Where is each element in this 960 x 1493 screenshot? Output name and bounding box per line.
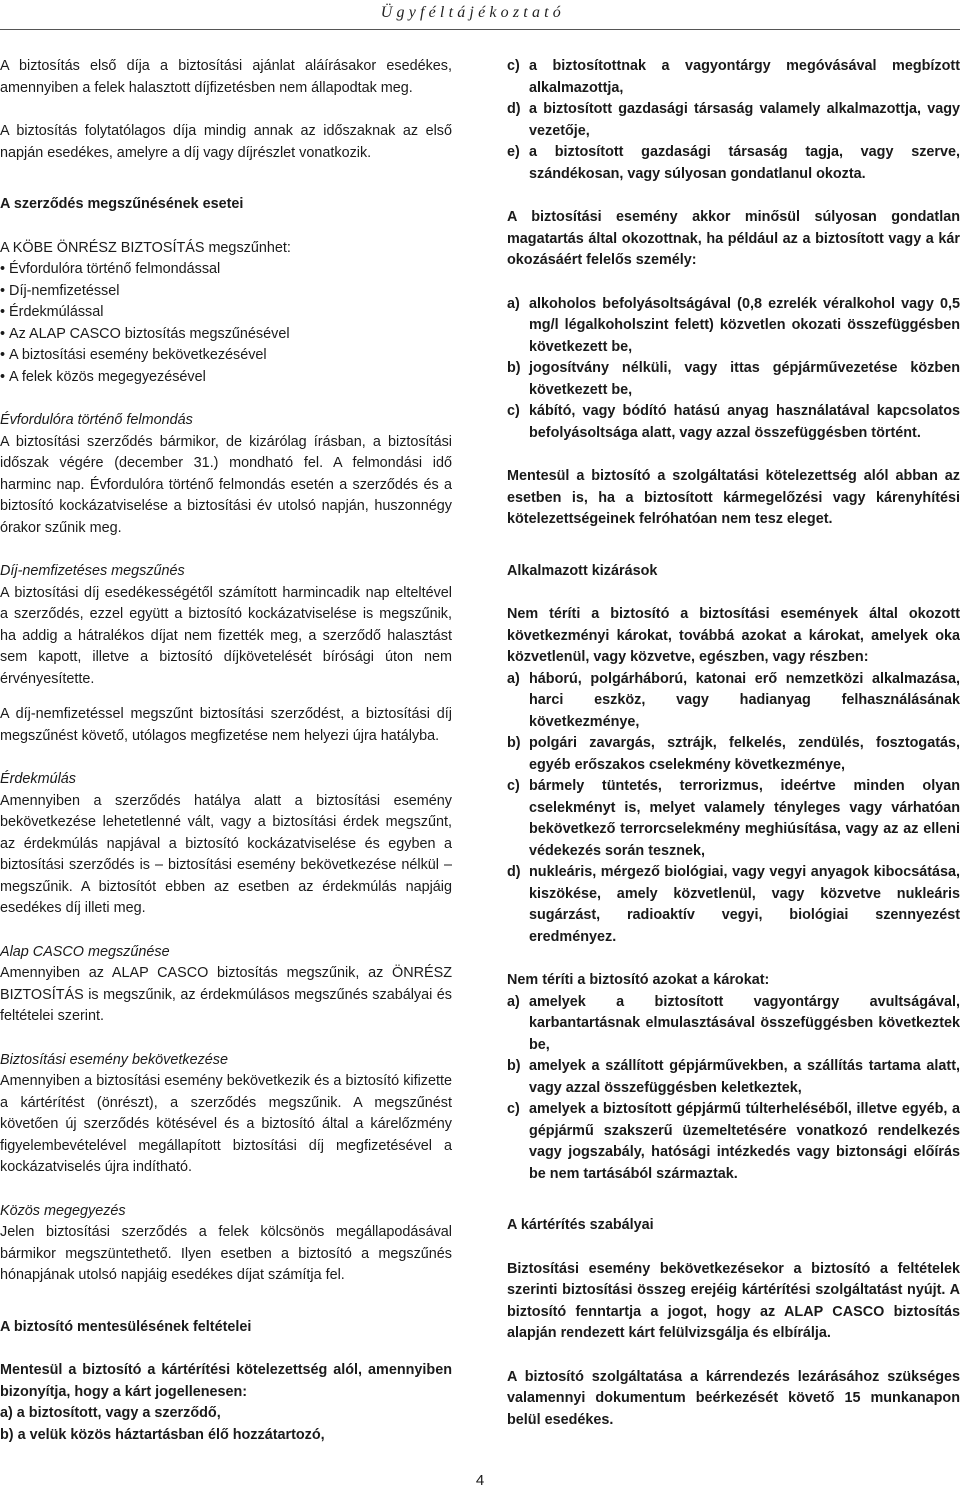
nonpayment-termination-text: A biztosítási díj esedékességétől számított harmincadik nap elteltével a szerződés, ezzel együtt a biztosító kockázatviselése is megszűnik, ha addig a hátralékos díjat nem fizették meg, a szerződő halasztást sem kapott, illetve a biztosító díjkövetelését bírósági úton nem érvényesítette. bbox=[0, 584, 452, 687]
list-item: c) amelyek a biztosított gépjármű túlterheléséből, illetve egyéb, a gépjármű szakszerű üzemeltetésére vonatkozó rendelkezés vagy jogszabály, hatósági intézkedés vagy biztonsági előírás be nem tartásából származtak. bbox=[507, 1101, 960, 1182]
list-item: d) a biztosított gazdasági társaság valamely alkalmazottja, vagy vezetője, bbox=[507, 101, 960, 139]
casco-termination-text: Amennyiben az ALAP CASCO biztosítás megszűnik, az ÖNRÉSZ BIZTOSÍTÁS is megszűnik, az érdekmúlásos megszűnés szabályai és feltételei szerint. bbox=[0, 965, 452, 1024]
loss-of-interest-title: Érdekmúlás bbox=[0, 771, 76, 787]
termination-list bbox=[0, 259, 452, 388]
header-divider bbox=[0, 29, 960, 30]
right-column bbox=[507, 56, 960, 1431]
exemption-list-continued bbox=[507, 56, 960, 185]
casco-termination-title: Alap CASCO megszűnése bbox=[0, 943, 170, 960]
list-item: b) amelyek a szállított gépjárművekben, a szállítás tartama alatt, vagy azzal összefüggésben keletkeztek, bbox=[507, 1058, 960, 1096]
list-item: a) alkoholos befolyásoltságával (0,8 ezrelék véralkohol vagy 0,5 mg/l légalkoholszint felett) közvetlen okozati összefüggésben következett be, bbox=[507, 295, 960, 355]
first-premium-paragraph: A biztosítás első díja a biztosítási ajánlat aláírásakor esedékes, amennyiben a felek halasztott díjfizetésben nem állapodtak meg. bbox=[0, 58, 452, 96]
list-item: a) a biztosított, vagy a szerződő, bbox=[0, 1405, 221, 1421]
claims-deadline-text: A biztosító szolgáltatása a kárrendezés lezárásához szükséges valamennyi dokumentum beérkezését követő 15 munkanapon belül esedékes. bbox=[507, 1368, 960, 1428]
document-title: Ügyféltájékoztató bbox=[380, 4, 565, 21]
list-item: • Az ALAP CASCO biztosítás megszűnésével bbox=[0, 324, 452, 346]
list-item: c) bármely tüntetés, terrorizmus, ideértve minden olyan cselekményt is, melyet valamely tényleges vagy várhatóan bekövetkező terrorcselekmény meghiúsítása, vagy az az elleni védekezés során tesznek, bbox=[507, 778, 960, 859]
list-item: c) a biztosítottnak a vagyontárgy megóvásával megbízott alkalmazottja, bbox=[507, 58, 960, 96]
exemption-intro: Mentesül a biztosító a kártérítési kötelezettség alól, amennyiben bizonyítja, hogy a kárt jogellenesen: bbox=[0, 1362, 452, 1400]
list-item: • Évfordulóra történő felmondással bbox=[0, 259, 452, 281]
exclusions-list bbox=[507, 669, 960, 949]
termination-heading: A szerződés megszűnésének esetei bbox=[0, 196, 244, 212]
claims-heading: A kártérítés szabályai bbox=[507, 1217, 654, 1233]
anniversary-termination-text: A biztosítási szerződés bármikor, de kizárólag írásban, a biztosítási időszak végére (december 31.) mondható fel. A felmondási idő harminc nap. Évfordulóra történő felmondás esetén a szerződés és a biztosító kockázatviselése a biztosítási év utolsó napján, huszonnégy órakor szűnik meg. bbox=[0, 433, 452, 536]
mutual-agreement-text: Jelen biztosítási szerződés a felek kölcsönös megállapodásával bármikor megszüntethető. Ilyen esetben a biztosító a megszűnés hónapjának utolsó napjáig esedékes díjat számítja fel. bbox=[0, 1224, 452, 1283]
claims-rules-text: Biztosítási esemény bekövetkezésekor a biztosító a feltételek szerinti biztosítási összeg erejéig kártérítési szolgáltatást nyújt. A biztosító fenntartja a jogot, hogy az ALAP CASCO biztosítás alapján rendezett kárt felülvizsgálja és elbírálja. bbox=[507, 1260, 960, 1341]
exemption-heading: A biztosító mentesülésének feltételei bbox=[0, 1318, 252, 1335]
left-column bbox=[0, 56, 452, 1446]
list-item: b) jogosítvány nélküli, vagy ittas gépjárművezetése közben következett be, bbox=[507, 360, 960, 398]
insured-event-text: Amennyiben a biztosítási esemény bekövetkezik és a biztosító kifizette a kártérítést (önrészt), a szerződés megszűnik. A megszűnést követően új szerződés kötésével és a biztosító által a kárelőzmény figyelembevételével megállapított biztosítási díj megfizetésével a kockázatviselés újra indítható. bbox=[0, 1073, 452, 1175]
list-item: b) a velük közös háztartásban élő hozzátartozó, bbox=[0, 1426, 325, 1443]
list-item: b) polgári zavargás, sztrájk, felkelés, zendülés, fosztogatás, egyéb erőszakos cselekmény következménye, bbox=[507, 735, 960, 773]
anniversary-termination-title: Évfordulóra történő felmondás bbox=[0, 412, 193, 428]
gross-negligence-list bbox=[507, 294, 960, 445]
no-cover-intro: Nem téríti a biztosító azokat a károkat: bbox=[507, 972, 770, 988]
list-item: a) háború, polgárháború, katonai erő nemzetközi alkalmazása, harci eszköz, vagy hadianyag felhasználásának következménye, bbox=[507, 670, 960, 730]
nonpayment-reinstatement-text: A díj-nemfizetéssel megszűnt biztosítási szerződést, a biztosítási díj megszűnést követő, utólagos megfizetése nem helyezi újra hatályba. bbox=[0, 706, 452, 744]
page-number: 4 bbox=[475, 1472, 485, 1489]
list-item: c) kábító, vagy bódító hatású anyag használatával kapcsolatos befolyásoltsága alatt, vagy azzal összefüggésben történt. bbox=[507, 403, 960, 441]
no-cover-list bbox=[507, 992, 960, 1186]
mutual-agreement-title: Közös megegyezés bbox=[0, 1202, 126, 1219]
list-item: • A biztosítási esemény bekövetkezésével bbox=[0, 345, 452, 367]
loss-of-interest-text: Amennyiben a szerződés hatálya alatt a biztosítási esemény bekövetkezése lehetetlenné vált, vagy a biztosítási érdek megszűnt, az érdekmúlás napjával a biztosító kockázatviselése és egyben a biztosítási szerződés is – biztosítási esemény bekövetkezése nélkül – megszűnik. A biztosítót ebben az esetben az érdekmúlás napjáig esedékes díj illeti meg. bbox=[0, 792, 452, 916]
insured-event-title: Biztosítási esemény bekövetkezése bbox=[0, 1051, 228, 1068]
recurring-premium-paragraph: A biztosítás folytatólagos díja mindig annak az időszaknak az első napján esedékes, amelyre a díj vagy díjrészlet vonatkozik. bbox=[0, 123, 452, 161]
list-item: • A felek közös megegyezésével bbox=[0, 367, 452, 389]
list-item: • Díj-nemfizetéssel bbox=[0, 281, 452, 303]
page-header bbox=[0, 0, 960, 34]
exclusions-intro: Nem téríti a biztosító a biztosítási események által okozott következményi károkat, továbbá azokat a károkat, amelyek oka közvetlenül, vagy közvetve, egészben, vagy részben: bbox=[507, 606, 960, 665]
mitigation-obligation-text: Mentesül a biztosító a szolgáltatási kötelezettség alól abban az esetben is, ha a biztosított kármegelőzési vagy kárenyhítési kötelezettségeinek felróhatóan nem tesz eleget. bbox=[507, 468, 960, 527]
list-item: • Érdekmúlással bbox=[0, 302, 452, 324]
gross-negligence-intro: A biztosítási esemény akkor minősül súlyosan gondatlan magatartás által okozottnak, ha például az a biztosított vagy a kár okozásáért felelős személy: bbox=[507, 209, 960, 268]
list-item: e) a biztosított gazdasági társaság tagja, vagy szerve, szándékosan, vagy súlyosan gondatlanul okozta. bbox=[507, 144, 960, 182]
exemption-list bbox=[0, 1403, 452, 1446]
termination-intro: A KÖBE ÖNRÉSZ BIZTOSÍTÁS megszűnhet: bbox=[0, 239, 291, 256]
list-item: d) nukleáris, mérgező biológiai, vagy vegyi anyagok kibocsátása, kiszökése, amely közvetlenül, vagy közvetve nukleáris sugárzást, radioaktív vegyi, biológiai szennyezést eredményez. bbox=[507, 864, 960, 945]
exclusions-heading: Alkalmazott kizárások bbox=[507, 562, 658, 579]
nonpayment-termination-title: Díj-nemfizetéses megszűnés bbox=[0, 563, 185, 579]
list-item: a) amelyek a biztosított vagyontárgy avultságával, karbantartásnak elmulasztásával összefüggésben következtek be, bbox=[507, 993, 960, 1053]
